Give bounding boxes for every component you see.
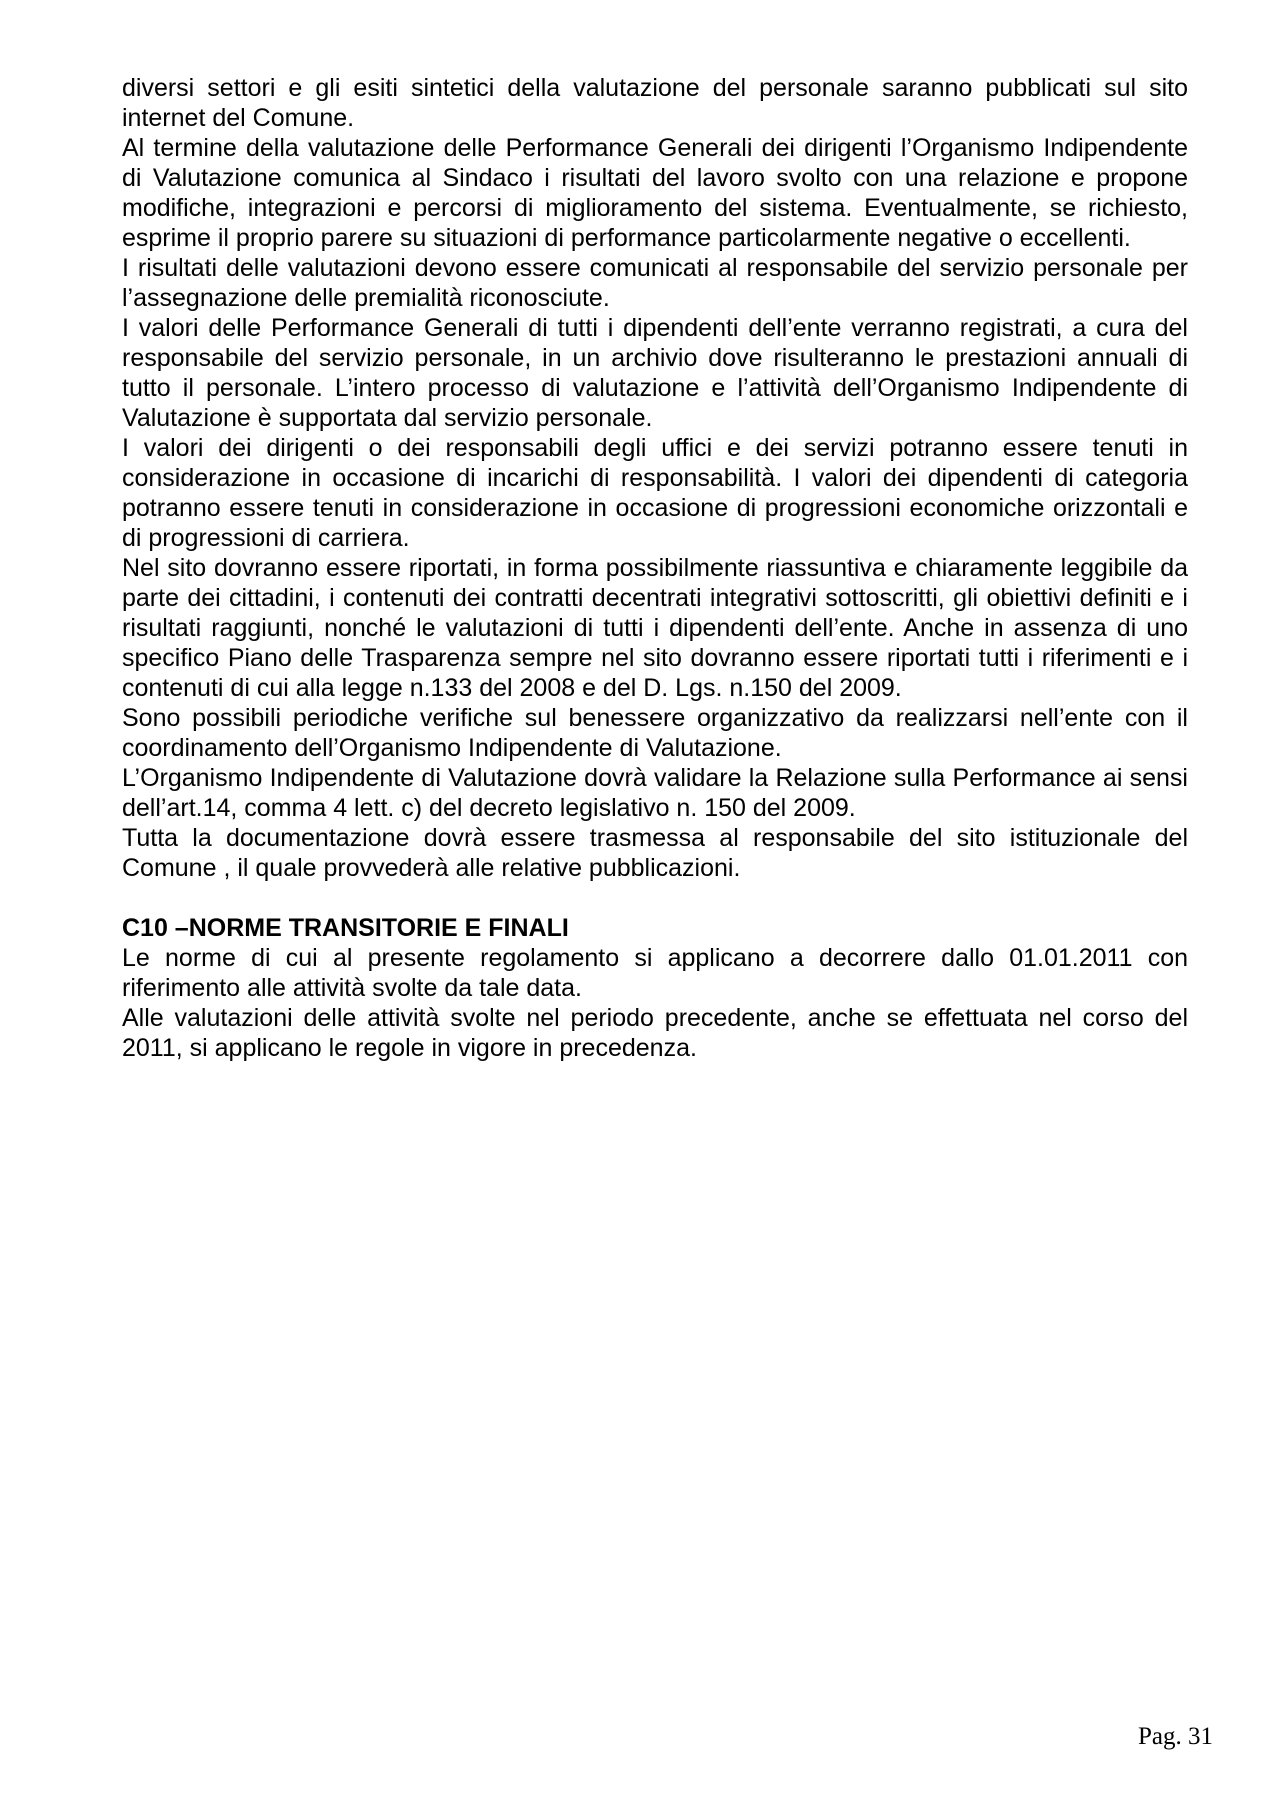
body-paragraph: diversi settori e gli esiti sintetici della valutazione del personale saranno pubblicati sul sito internet del Comune.	[122, 74, 1188, 132]
document-body	[122, 73, 1188, 1063]
body-paragraph: Le norme di cui al presente regolamento si applicano a decorrere dallo 01.01.2011 con riferimento alle attività svolte da tale data.	[122, 944, 1188, 1002]
body-paragraph: I valori delle Performance Generali di tutti i dipendenti dell’ente verranno registrati, a cura del responsabile del servizio personale, in un archivio dove risulteranno le prestazioni annuali di tutto il personale. L’intero processo di valutazione e l’attività dell’Organismo Indipendente di Valutazione è supportata dal servizio personale.	[122, 314, 1188, 432]
body-paragraph: Alle valutazioni delle attività svolte nel periodo precedente, anche se effettuata nel corso del 2011, si applicano le regole in vigore in precedenza.	[122, 1004, 1188, 1062]
section-heading: C10 –NORME TRANSITORIE E FINALI	[122, 914, 569, 942]
body-paragraph: Al termine della valutazione delle Performance Generali dei dirigenti l’Organismo Indipendente di Valutazione comunica al Sindaco i risultati del lavoro svolto con una relazione e propone modifiche, integrazioni e percorsi di miglioramento del sistema. Eventualmente, se richiesto, esprime il proprio parere su situazioni di performance particolarmente negative o eccellenti.	[122, 134, 1188, 252]
page-number: Pag. 31	[1138, 1723, 1213, 1750]
body-paragraph: Sono possibili periodiche verifiche sul benessere organizzativo da realizzarsi nell’ente con il coordinamento dell’Organismo Indipendente di Valutazione.	[122, 704, 1188, 762]
blank-line	[122, 883, 1188, 913]
body-paragraph: I risultati delle valutazioni devono essere comunicati al responsabile del servizio personale per l’assegnazione delle premialità riconosciute.	[122, 254, 1188, 312]
body-paragraph: L’Organismo Indipendente di Valutazione dovrà validare la Relazione sulla Performance ai sensi dell’art.14, comma 4 lett. c) del decreto legislativo n. 150 del 2009.	[122, 764, 1188, 822]
body-paragraph: Tutta la documentazione dovrà essere trasmessa al responsabile del sito istituzionale del Comune , il quale provvederà alle relative pubblicazioni.	[122, 824, 1188, 882]
body-paragraph: Nel sito dovranno essere riportati, in forma possibilmente riassuntiva e chiaramente leggibile da parte dei cittadini, i contenuti dei contratti decentrati integrativi sottoscritti, gli obiettivi definiti e i risultati raggiunti, nonché le valutazioni di tutti i dipendenti dell’ente. Anche in assenza di uno specifico Piano delle Trasparenza sempre nel sito dovranno essere riportati tutti i riferimenti e i contenuti di cui alla legge n.133 del 2008 e del D. Lgs. n.150 del 2009.	[122, 554, 1188, 702]
body-paragraph: I valori dei dirigenti o dei responsabili degli uffici e dei servizi potranno essere tenuti in considerazione in occasione di incarichi di responsabilità. I valori dei dipendenti di categoria potranno essere tenuti in considerazione in occasione di progressioni economiche orizzontali e di progressioni di carriera.	[122, 434, 1188, 552]
